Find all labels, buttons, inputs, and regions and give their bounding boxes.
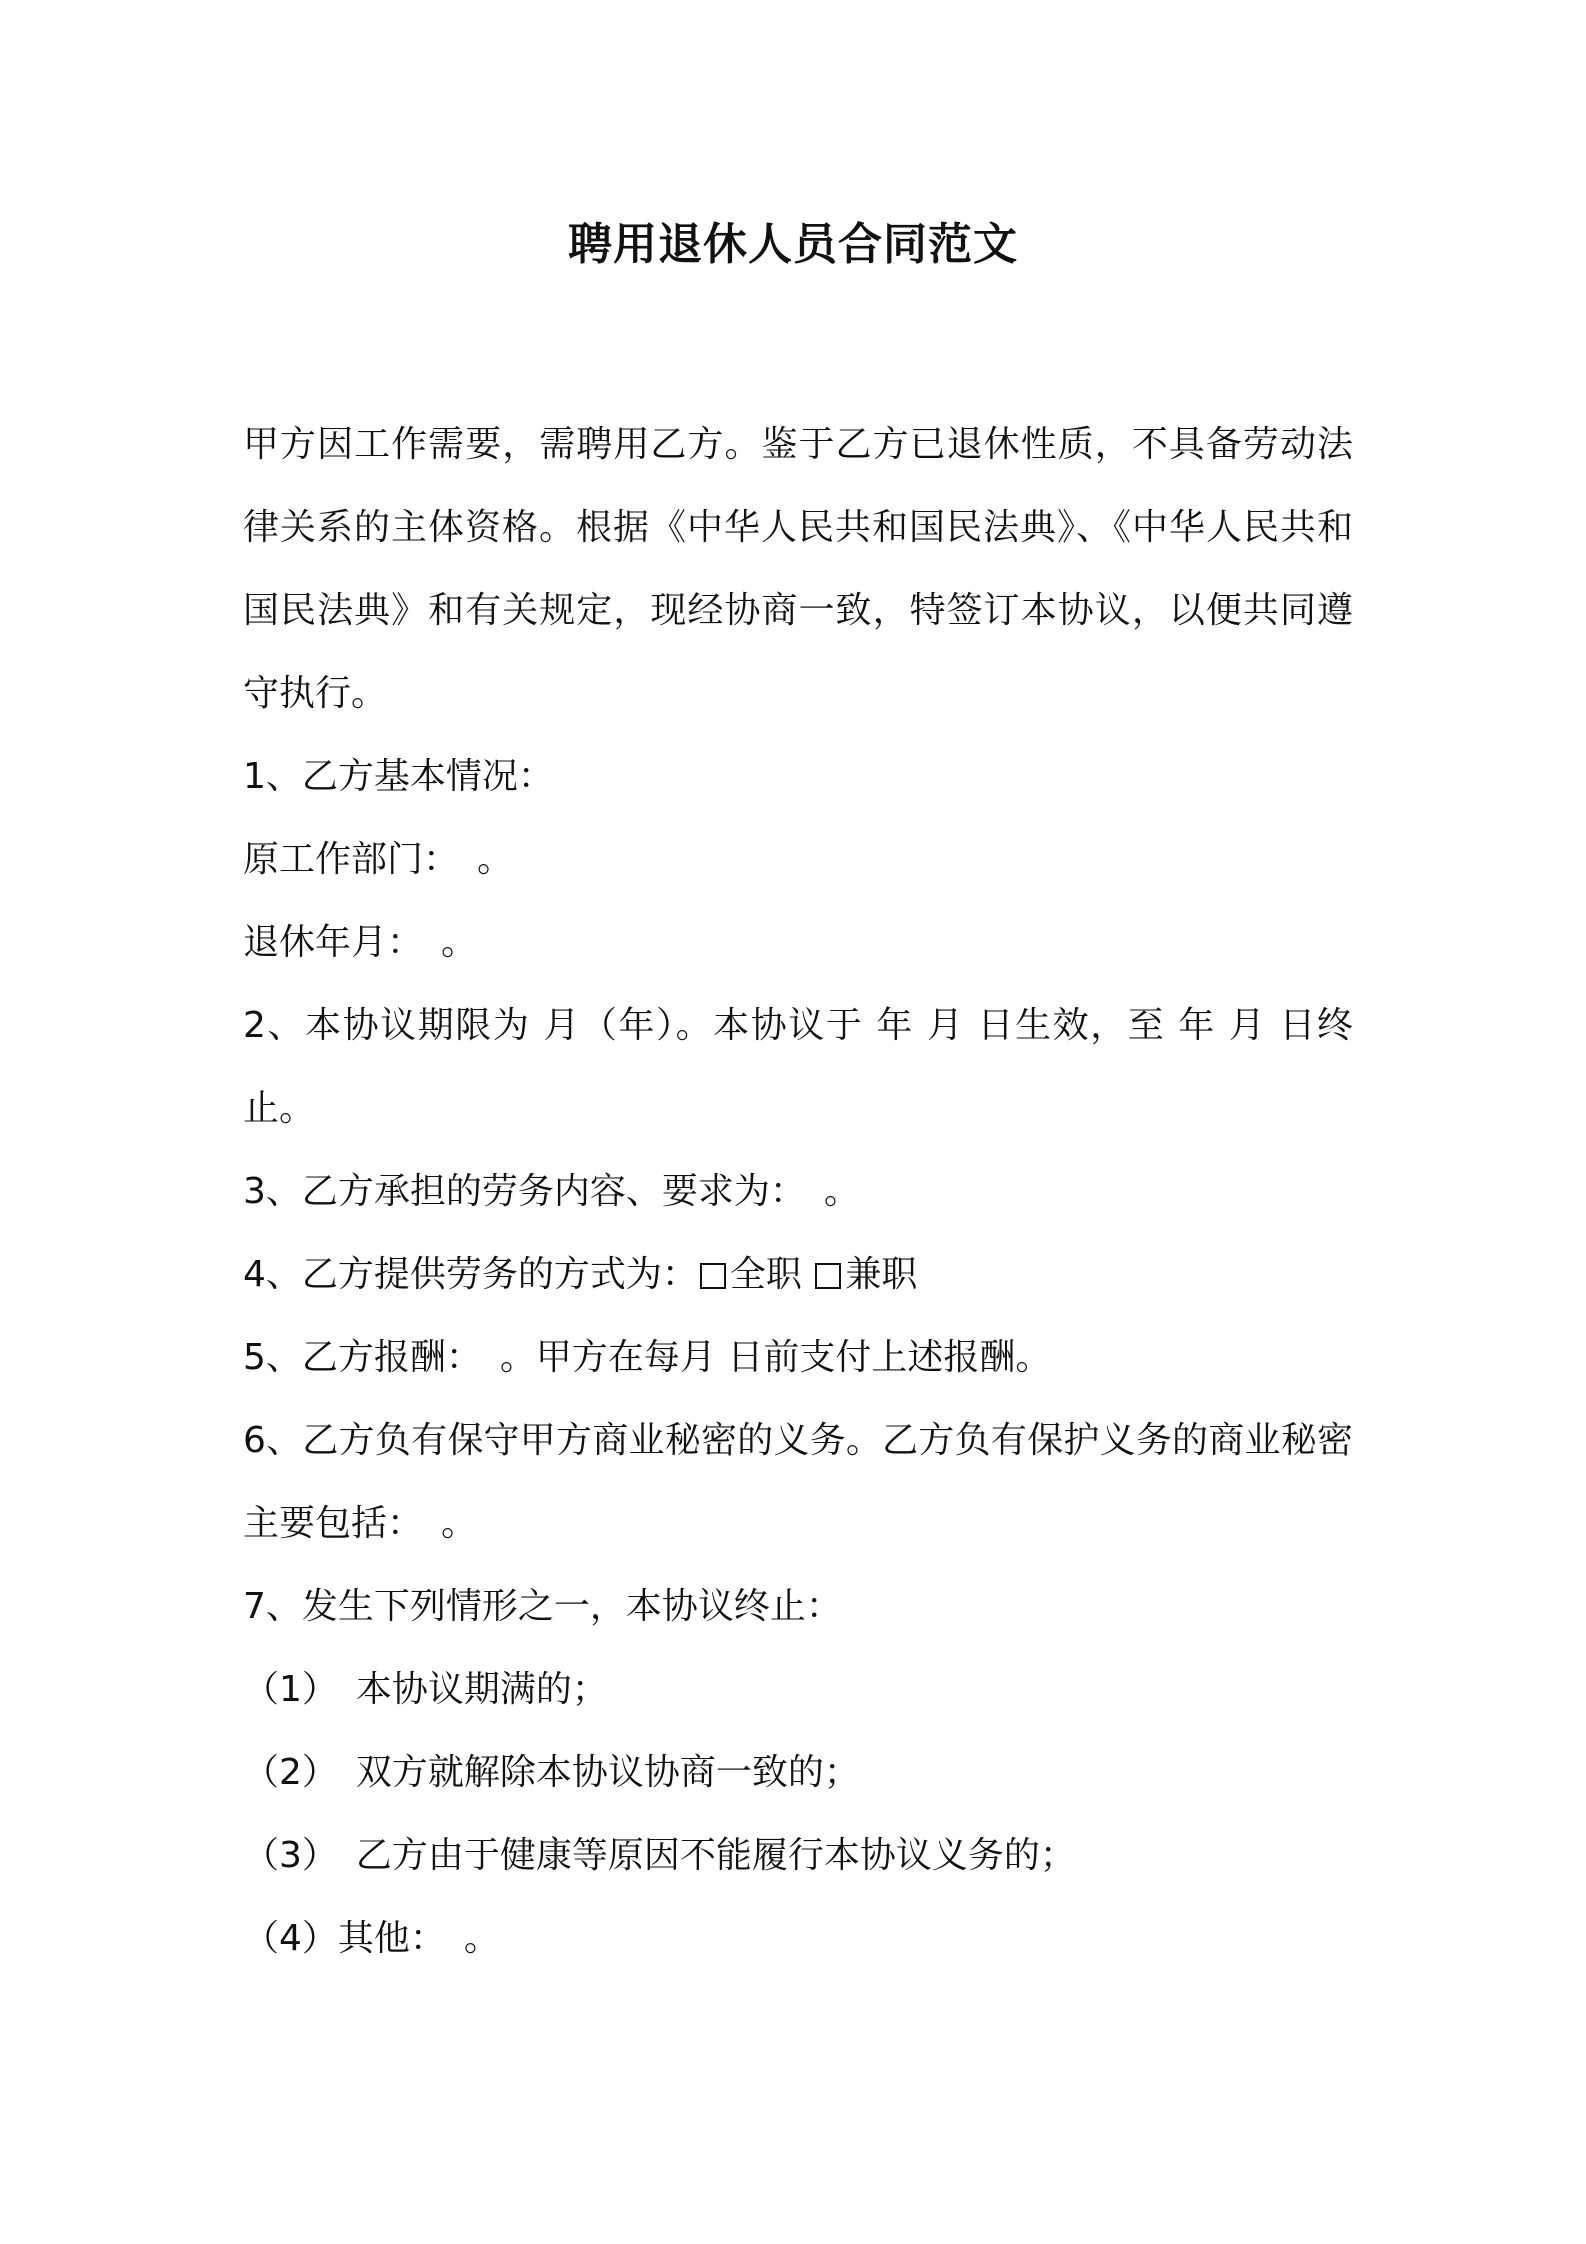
fulltime-checkbox[interactable] — [700, 1263, 726, 1289]
clause-7-heading: 7、发生下列情形之一，本协议终止： — [243, 1586, 842, 1627]
fulltime-label: 全职 — [729, 1254, 802, 1295]
clause-4-prefix: 4、乙方提供劳务的方式为： — [243, 1254, 698, 1295]
clause-5: 5、乙方报酬： 。甲方在每月 日前支付上述报酬。 — [243, 1337, 1052, 1378]
clause-7-item: （2） 双方就解除本协议协商一致的； — [243, 1752, 860, 1793]
clause-7-item: （3） 乙方由于健康等原因不能履行本协议义务的； — [243, 1835, 1076, 1876]
clause-7-item: （1） 本协议期满的； — [243, 1669, 608, 1710]
parttime-checkbox[interactable] — [815, 1263, 841, 1289]
parttime-label: 兼职 — [845, 1254, 918, 1295]
clause-1-retirement-date: 退休年月： 。 — [243, 922, 478, 963]
clause-3: 3、乙方承担的劳务内容、要求为： 。 — [243, 1171, 860, 1212]
clause-7-item: （4）其他： 。 — [243, 1918, 500, 1959]
clause-1-department: 原工作部门： 。 — [243, 839, 514, 880]
document-body — [243, 403, 1353, 1980]
clause-4 — [243, 1233, 1353, 1316]
clause-2: 2、本协议期限为 月（年）。本协议于 年 月 日生效，至 年 月 日终止。 — [243, 1005, 1353, 1129]
document-title: 聘用退休人员合同范文 — [568, 219, 1018, 270]
clause-1-heading: 1、乙方基本情况： — [243, 756, 554, 797]
clause-6: 6、乙方负有保守甲方商业秘密的义务。乙方负有保护义务的商业秘密主要包括： 。 — [243, 1420, 1353, 1544]
intro-paragraph: 甲方因工作需要，需聘用乙方。鉴于乙方已退休性质，不具备劳动法律关系的主体资格。根据《中华人民共和国民法典》、《中华人民共和国民法典》和有关规定，现经协商一致，特签订本协议，以便共同遵守执行。 — [243, 424, 1353, 714]
